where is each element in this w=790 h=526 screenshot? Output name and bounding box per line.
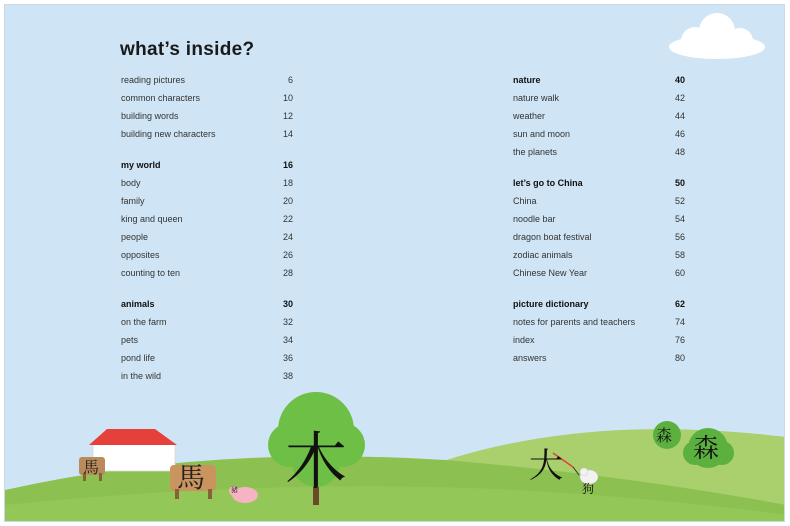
contents-section-heading[interactable]	[513, 71, 685, 89]
page-title: what’s inside?	[120, 39, 255, 60]
contents-entry[interactable]	[513, 246, 685, 264]
contents-entry[interactable]	[121, 192, 293, 210]
contents-entry[interactable]	[513, 192, 685, 210]
entry-label: body	[121, 178, 141, 188]
entry-label: noodle bar	[513, 214, 556, 224]
contents-section-heading[interactable]	[121, 156, 293, 174]
entry-label: on the farm	[121, 317, 167, 327]
contents-entry[interactable]	[121, 71, 293, 89]
horse-char-small: 馬	[83, 458, 100, 477]
entry-label: dragon boat festival	[513, 232, 592, 242]
contents-column-left	[121, 71, 293, 385]
entry-page-number: 26	[282, 250, 293, 260]
forest-char-small: 森	[656, 426, 673, 445]
contents-section-heading[interactable]	[513, 295, 685, 313]
entry-page-number: 38	[282, 371, 293, 381]
entry-page-number: 58	[674, 250, 685, 260]
entry-page-number: 54	[674, 214, 685, 224]
entry-page-number: 32	[282, 317, 293, 327]
contents-entry[interactable]	[513, 331, 685, 349]
entry-page-number: 74	[674, 317, 685, 327]
entry-page-number: 20	[282, 196, 293, 206]
entry-page-number: 46	[674, 129, 685, 139]
entry-label: counting to ten	[121, 268, 181, 278]
entry-label: nature	[513, 75, 541, 85]
entry-label: people	[121, 232, 149, 242]
cloud-icon	[669, 13, 765, 59]
entry-page-number: 56	[674, 232, 685, 242]
entry-page-number: 52	[674, 196, 685, 206]
entry-page-number: 28	[282, 268, 293, 278]
entry-page-number: 18	[282, 178, 293, 188]
contents-entry[interactable]	[513, 125, 685, 143]
entry-label: China	[513, 196, 537, 206]
contents-entry[interactable]	[121, 246, 293, 264]
section-gap	[121, 282, 293, 295]
contents-entry[interactable]	[121, 210, 293, 228]
entry-page-number: 30	[282, 299, 293, 309]
entry-page-number: 24	[282, 232, 293, 242]
entry-label: common characters	[121, 93, 201, 103]
entry-page-number: 76	[674, 335, 685, 345]
entry-label: the planets	[513, 147, 558, 157]
entry-label: reading pictures	[121, 75, 186, 85]
contents-entry[interactable]	[513, 228, 685, 246]
entry-label: weather	[513, 111, 546, 121]
contents-entry[interactable]	[121, 313, 293, 331]
entry-label: animals	[121, 299, 155, 309]
contents-entry[interactable]	[121, 349, 293, 367]
person-char: 大	[529, 446, 563, 486]
entry-page-number: 6	[287, 75, 293, 85]
entry-page-number: 80	[674, 353, 685, 363]
entry-label: Chinese New Year	[513, 268, 588, 278]
entry-label: in the wild	[121, 371, 162, 381]
entry-label: family	[121, 196, 145, 206]
horse-char-large: 馬	[177, 461, 206, 494]
contents-entry[interactable]	[513, 89, 685, 107]
entry-page-number: 16	[282, 160, 293, 170]
contents-entry[interactable]	[121, 367, 293, 385]
pig-char: 豬	[231, 486, 238, 494]
contents-column-right	[513, 71, 685, 367]
entry-label: notes for parents and teachers	[513, 317, 636, 327]
entry-page-number: 44	[674, 111, 685, 121]
tree-char: 木	[285, 425, 348, 498]
entry-page-number: 36	[282, 353, 293, 363]
entry-label: my world	[121, 160, 161, 170]
contents-section-heading[interactable]	[513, 174, 685, 192]
entry-label: picture dictionary	[513, 299, 589, 309]
contents-entry[interactable]	[121, 107, 293, 125]
entry-page-number: 62	[674, 299, 685, 309]
entry-label: pond life	[121, 353, 156, 363]
entry-label: building words	[121, 111, 179, 121]
entry-page-number: 34	[282, 335, 293, 345]
contents-page	[4, 4, 785, 522]
entry-label: nature walk	[513, 93, 560, 103]
entry-page-number: 12	[282, 111, 293, 121]
entry-page-number: 60	[674, 268, 685, 278]
contents-entry[interactable]	[121, 264, 293, 282]
dog-char: 狗	[582, 482, 595, 496]
contents-entry[interactable]	[121, 228, 293, 246]
contents-entry[interactable]	[513, 264, 685, 282]
contents-entry[interactable]	[513, 143, 685, 161]
contents-entry[interactable]	[513, 349, 685, 367]
entry-page-number: 14	[282, 129, 293, 139]
entry-label: opposites	[121, 250, 160, 260]
section-gap	[513, 282, 685, 295]
entry-label: building new characters	[121, 129, 216, 139]
forest-char-large: 森	[693, 434, 720, 464]
contents-entry[interactable]	[121, 125, 293, 143]
entry-label: let’s go to China	[513, 178, 583, 188]
entry-label: sun and moon	[513, 129, 571, 139]
entry-label: index	[513, 335, 535, 345]
entry-page-number: 10	[282, 93, 293, 103]
entry-page-number: 22	[282, 214, 293, 224]
contents-entry[interactable]	[121, 89, 293, 107]
section-gap	[513, 161, 685, 174]
entry-label: pets	[121, 335, 139, 345]
entry-page-number: 50	[674, 178, 685, 188]
contents-entry[interactable]	[513, 210, 685, 228]
entry-label: king and queen	[121, 214, 183, 224]
contents-entry[interactable]	[513, 107, 685, 125]
entry-label: zodiac animals	[513, 250, 573, 260]
contents-entry[interactable]	[121, 174, 293, 192]
contents-entry[interactable]	[121, 331, 293, 349]
section-gap	[121, 143, 293, 156]
contents-entry[interactable]	[513, 313, 685, 331]
entry-page-number: 40	[674, 75, 685, 85]
entry-page-number: 42	[674, 93, 685, 103]
entry-label: answers	[513, 353, 547, 363]
entry-page-number: 48	[674, 147, 685, 157]
contents-section-heading[interactable]	[121, 295, 293, 313]
